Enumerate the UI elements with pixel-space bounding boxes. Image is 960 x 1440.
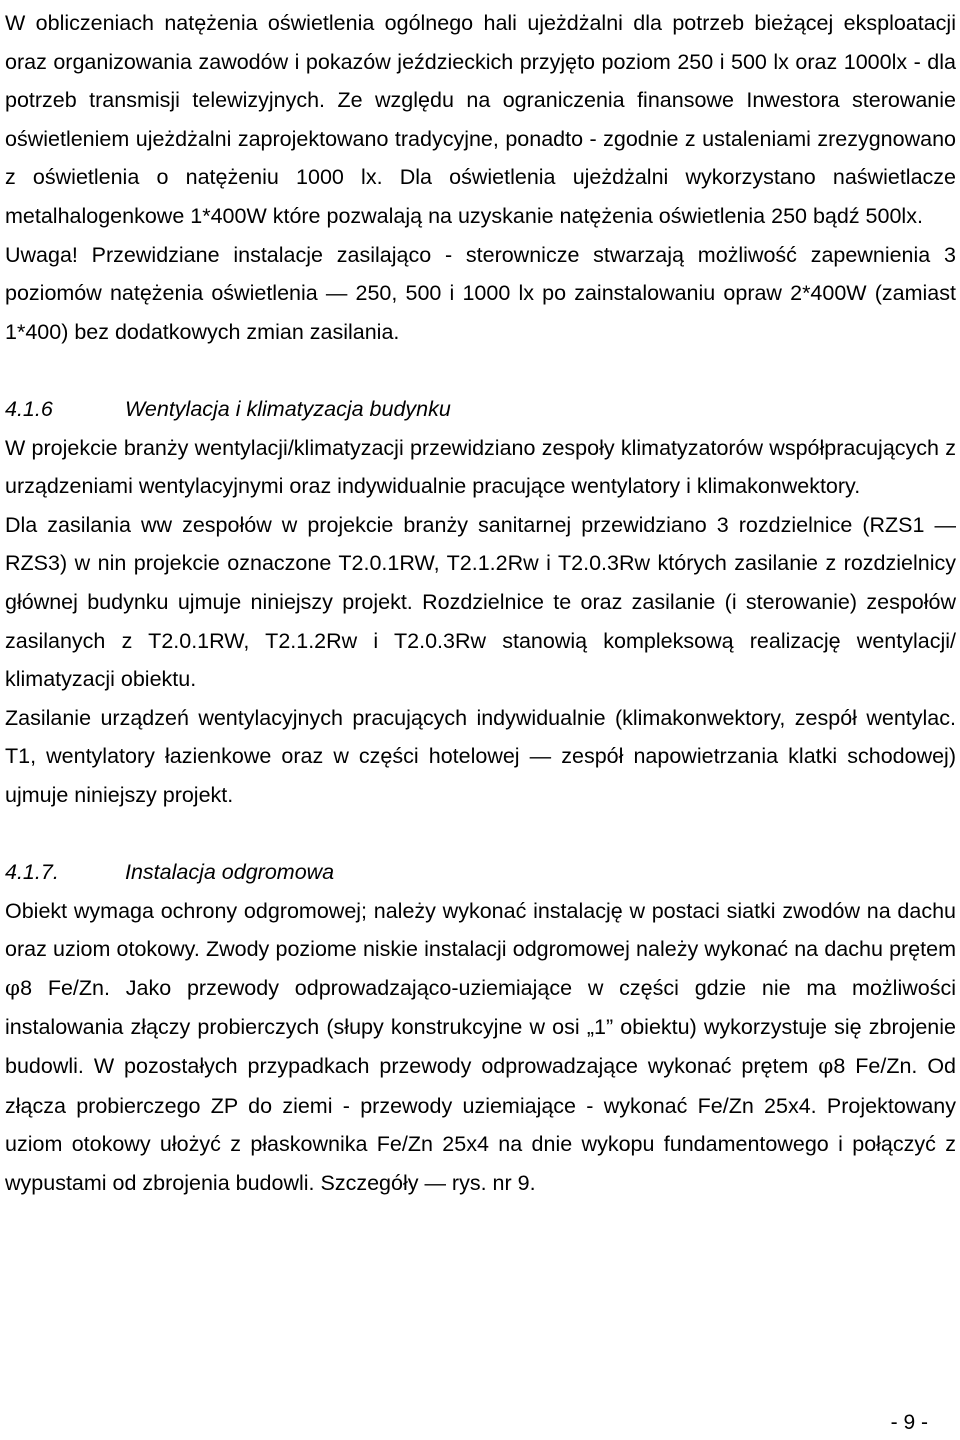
spacer — [5, 351, 956, 390]
phi-symbol: φ — [818, 1054, 834, 1080]
paragraph-note: Uwaga! Przewidziane instalacje zasilająco - sterownicze stwarzają możliwość zapewnienia 3 poziomów natężenia oświetlenia — 250, 500 i 1000 lx po zainstalowaniu opraw 2*400W (zamiast 1*400) bez dodatkowych zmian zasilania. — [5, 242, 956, 344]
section-heading-ventilation — [5, 390, 956, 429]
page-number: - 9 - — [890, 1411, 928, 1434]
section-number: 4.1.6 — [5, 396, 53, 421]
phi-symbol: φ — [5, 975, 21, 1001]
section-title: Wentylacja i klimatyzacja budynku — [125, 396, 451, 421]
document-page — [5, 4, 956, 1202]
paragraph-lighting-levels: W obliczeniach natężenia oświetlenia ogólnego hali ujeżdżalni dla potrzeb bieżącej eksploatacji oraz organizowania zawodów i pokazów jeździeckich przyjęto poziom 250 i 500 lx oraz 1000lx - dla potrzeb transmisji telewizyjnych. Ze względu na ograniczenia finansowe Inwestora sterowanie oświetleniem ujeżdżalni zaprojektowano tradycyjne, ponadto - zgodnie z ustaleniami zrezygnowano z oświetlenia o natężeniu 1000 lx. Dla oświetlenia ujeżdżalni wykorzystano naświetlacze metalhalogenkowe 1*400W które pozwalają na uzyskanie natężenia oświetlenia 250 bądź 500lx. — [5, 11, 956, 228]
section-title: Instalacja odgromowa — [125, 860, 335, 885]
text-run: 8 Fe/Zn. Jako przewody odprowadzająco-uziemiające w części gdzie nie ma możliwości instalowania złączy probierczych (słupy konstrukcyjne w osi „1” obiektu) wykorzystuje się zbrojenie budowli. W pozostałych przypadkach przewody odprowadzające wykonać prętem — [5, 975, 956, 1079]
section-number: 4.1.7. — [5, 860, 59, 885]
paragraph-lightning-protection — [5, 892, 956, 1203]
paragraph-ventilation-devices: Zasilanie urządzeń wentylacyjnych pracujących indywidualnie (klimakonwektory, zespół wentylac. T1, wentylatory łazienkowe oraz w części hotelowej — zespół napowietrzania klatki schodowej) ujmuje niniejszy projekt. — [5, 705, 956, 807]
paragraph-ventilation-design: W projekcie branży wentylacji/klimatyzacji przewidziano zespoły klimatyzatorów współpracujących z urządzeniami wentylacyjnymi oraz indywidualnie pracujące wentylatory i klimakonwektory. — [5, 435, 956, 499]
section-heading-lightning-protection — [5, 853, 956, 892]
spacer — [5, 814, 956, 853]
paragraph-ventilation-supply: Dla zasilania ww zespołów w projekcie branży sanitarnej przewidziano 3 rozdzielnice (RZS1 — RZS3) w nin projekcie oznaczone T2.0.1RW, T2.1.2Rw i T2.0.3Rw których zasilanie z rozdzielnicy głównej budynku ujmuje niniejszy projekt. Rozdzielnice te oraz zasilanie (i sterowanie) zespołów zasilanych z T2.0.1RW, T2.1.2Rw i T2.0.3Rw stanowią kompleksową realizację wentylacji/ klimatyzacji obiektu. — [5, 512, 956, 692]
text-run: 8 Fe/Zn. Od złącza probierczego ZP do ziemi - przewody uziemiające - wykonać Fe/Zn 25x4. Projektowany uziom otokowy ułożyć z płaskownika Fe/Zn 25x4 na dnie wykopu fundamentowego i połączyć z wypustami od zbrojenia budowli. Szczegóły — rys. nr 9. — [5, 1054, 957, 1195]
text-run: Obiekt wymaga ochrony odgromowej; należy wykonać instalację w postaci siatki zwodów na dachu oraz uziom otokowy. Zwody poziome niskie instalacji odgromowej należy wykonać na dachu prętem — [5, 898, 956, 962]
